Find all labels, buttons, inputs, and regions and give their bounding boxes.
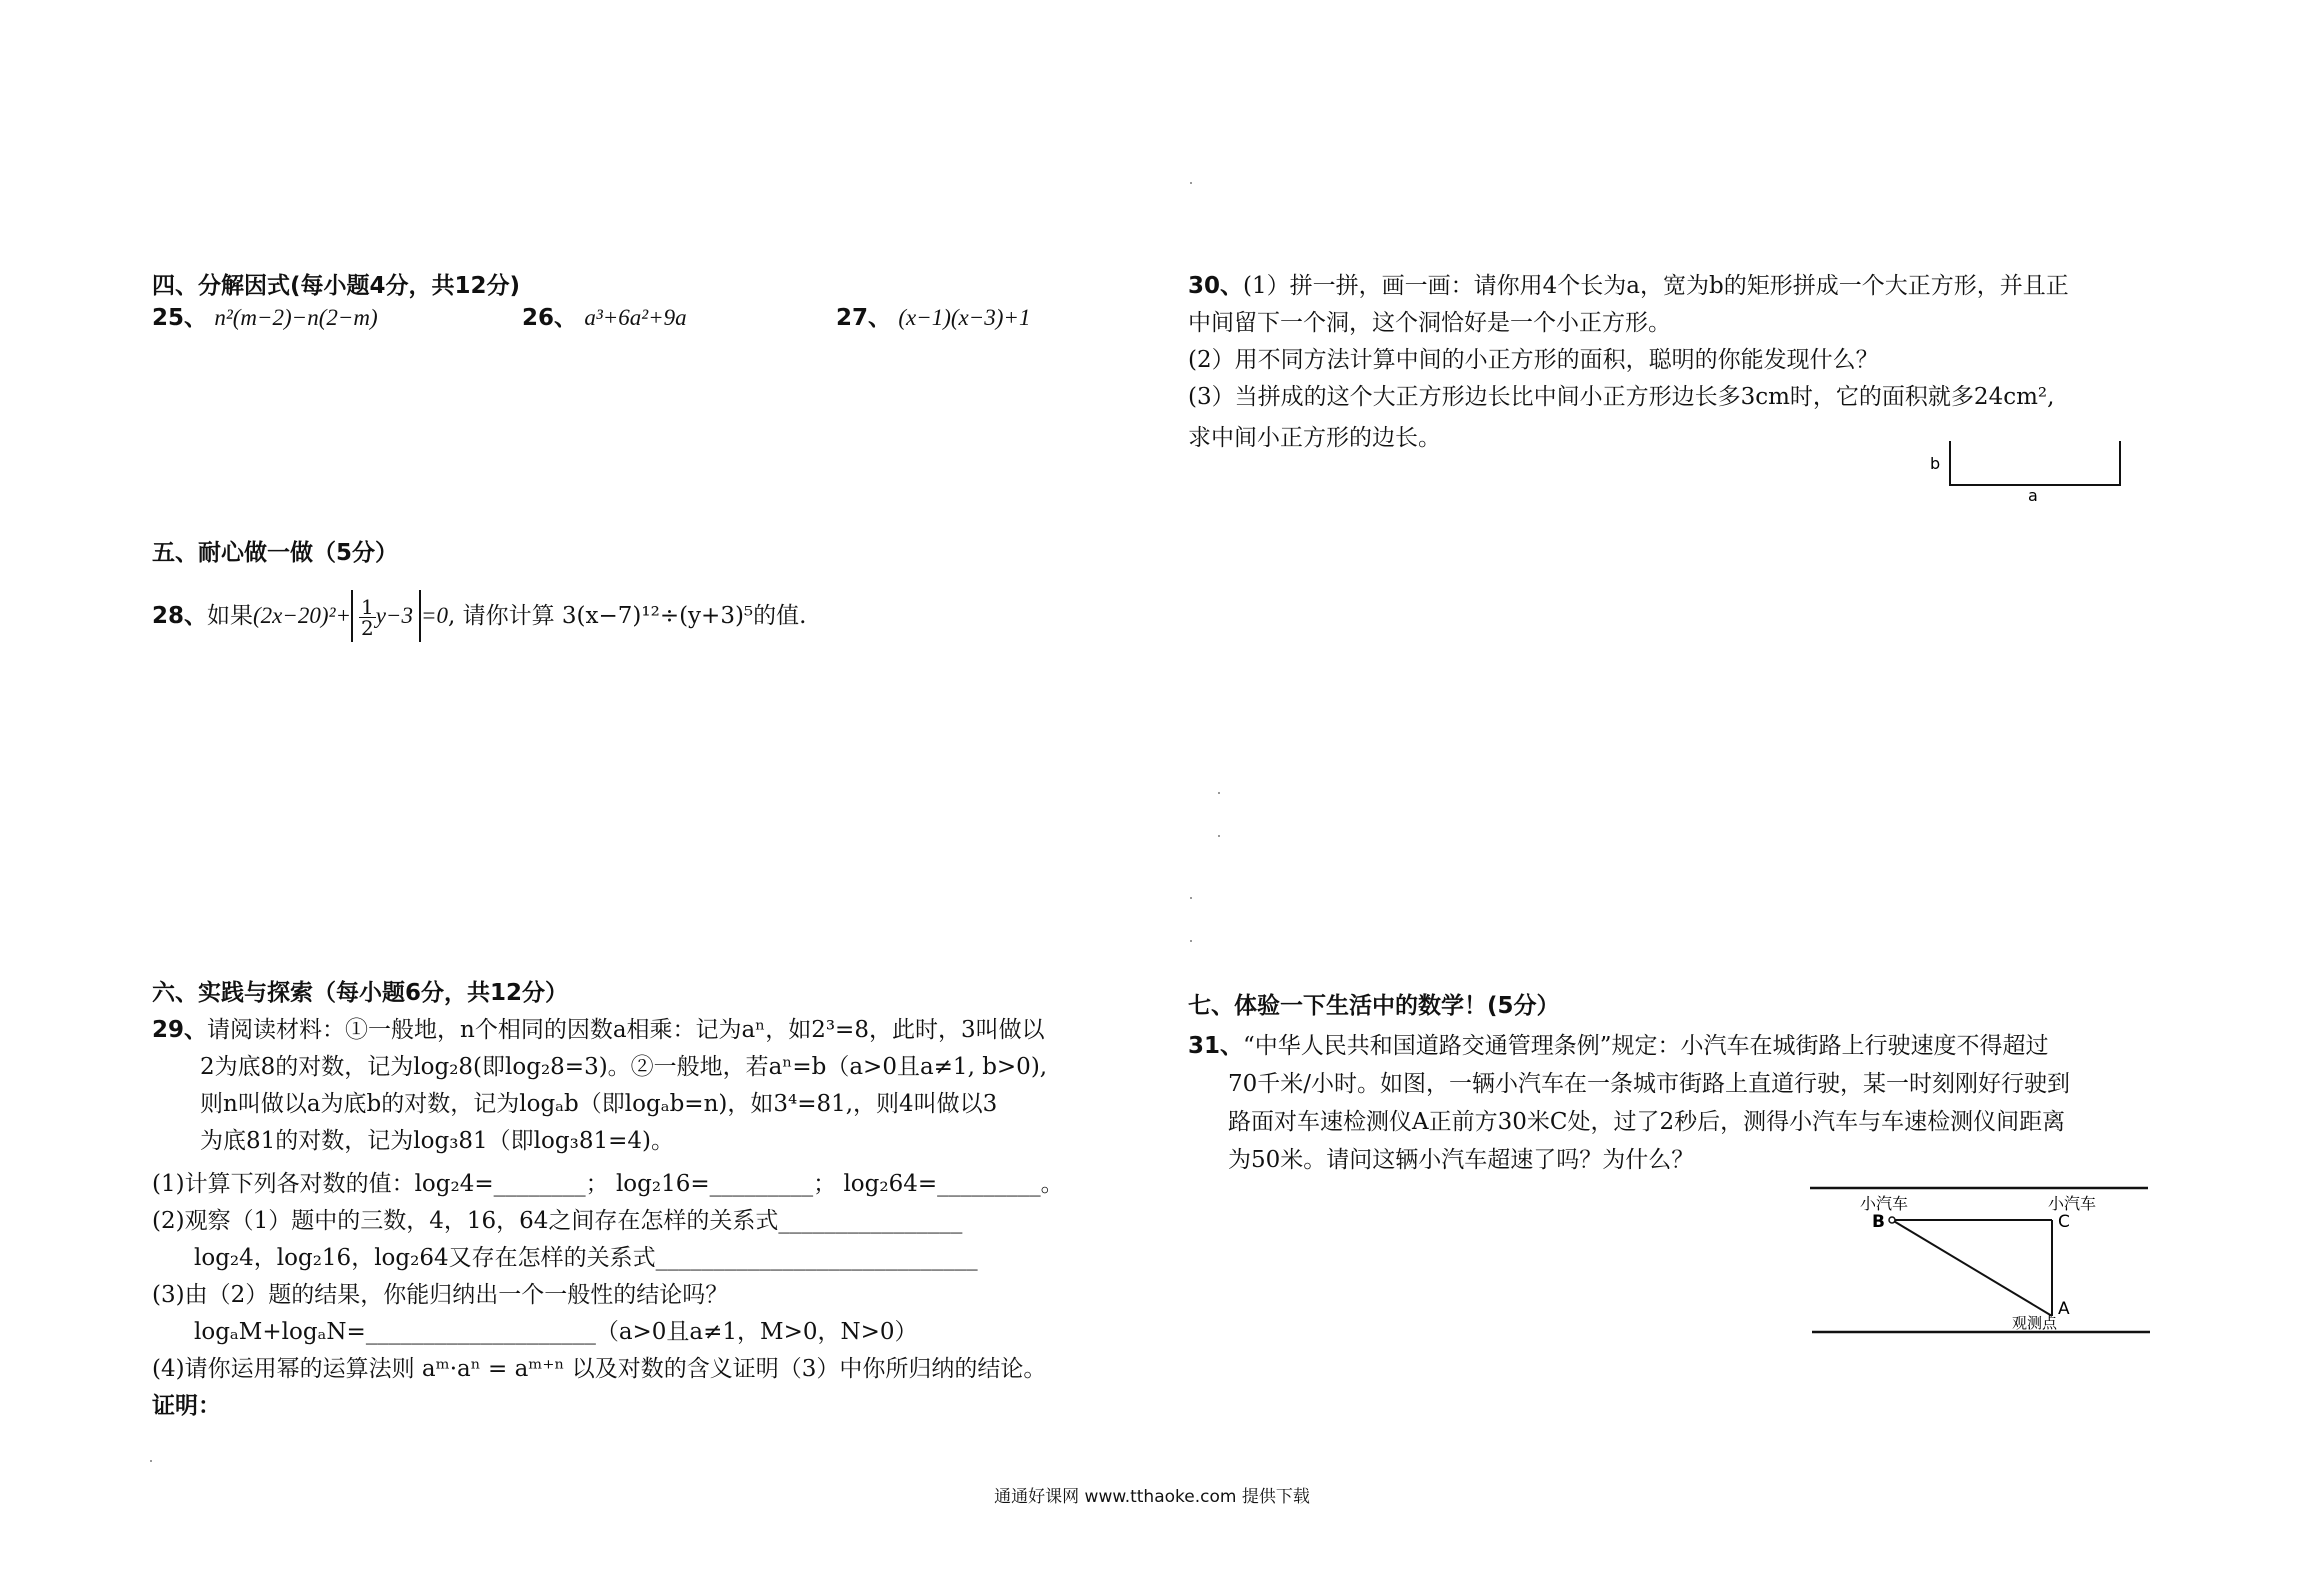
q30-line-2: 中间留下一个洞，这个洞恰好是一个小正方形。 <box>1188 310 1671 336</box>
segment-ab <box>1892 1220 2052 1316</box>
q31-line-1 <box>1188 1028 2049 1064</box>
proof-label: 证明： <box>152 1393 221 1419</box>
q28-number: 28、 <box>152 603 208 629</box>
scan-dot <box>1218 835 1220 837</box>
q31-number: 31、 <box>1188 1033 1244 1059</box>
q29-part-1: (1)计算下列各对数的值：log₂4=________； log₂16=_________； log₂64=_________。 <box>152 1171 1064 1197</box>
question-26 <box>522 300 687 336</box>
q30-line-4: (3）当拼成的这个大正方形边长比中间小正方形边长多3cm时，它的面积就多24cm², <box>1188 384 2055 410</box>
scan-dot <box>1218 792 1220 794</box>
q31-line-2: 70千米/小时。如图，一辆小汽车在一条城市街路上直道行驶，某一时刻刚好行驶到 <box>1228 1071 2071 1097</box>
q29-line-4: 为底81的对数，记为log₃81（即log₃81=4)。 <box>200 1128 674 1154</box>
q27-number: 27、 <box>836 305 892 331</box>
q29-number: 29、 <box>152 1017 208 1043</box>
q28-equals: =0 <box>420 603 448 628</box>
q31-line-3: 路面对车速检测仪A正前方30米C处，过了2秒后，测得小汽车与车速检测仪间距离 <box>1228 1109 2066 1135</box>
point-a-label: A <box>2058 1299 2070 1319</box>
q27-expression: (x−1)(x−3)+1 <box>898 305 1031 330</box>
section-6-heading: 六、实践与探索（每小题6分，共12分） <box>152 980 569 1006</box>
scan-dot <box>150 1460 152 1462</box>
q29-line-1-text: 请阅读材料：①一般地，n个相同的因数a相乘：记为aⁿ，如2³=8，此时，3叫做以 <box>207 1017 1045 1043</box>
section-5-heading: 五、耐心做一做（5分） <box>152 540 399 566</box>
q29-part-3: (3)由（2）题的结果，你能归纳出一个一般性的结论吗？ <box>152 1282 729 1308</box>
q29-part-4: (4)请你运用幂的运算法则 aᵐ·aⁿ = aᵐ⁺ⁿ 以及对数的含义证明（3）中你所归纳的结论。 <box>152 1356 1047 1382</box>
q30-number: 30、 <box>1188 273 1244 299</box>
question-25 <box>152 300 378 336</box>
q28-fraction-numerator: 1 <box>360 594 374 619</box>
q30-line-1-text: (1）拼一拼，画一画：请你用4个长为a，宽为b的矩形拼成一个大正方形，并且正 <box>1243 273 2069 299</box>
q25-expression: n²(m−2)−n(2−m) <box>214 305 378 330</box>
q26-number: 26、 <box>522 305 578 331</box>
q28-prefix: 如果 <box>207 603 254 629</box>
question-28 <box>152 590 806 642</box>
q29-line-1 <box>152 1012 1045 1048</box>
car-label-b: 小汽车 <box>1860 1194 1909 1213</box>
q28-fraction-denominator: 2 <box>360 615 374 640</box>
q29-part-2: (2)观察（1）题中的三数，4，16，64之间存在怎样的关系式________________ <box>152 1208 963 1234</box>
q31-line-4: 为50米。请问这辆小汽车超速了吗？为什么？ <box>1228 1147 1695 1173</box>
scan-dot <box>1190 182 1192 184</box>
car-label-c: 小汽车 <box>2048 1194 2097 1213</box>
scan-dot <box>1190 940 1192 942</box>
q28-absolute-value <box>351 590 421 642</box>
q28-fraction <box>359 594 376 640</box>
q29-part-3b: logₐM+logₐN=____________________（a>0且a≠1，M>0，N>0） <box>194 1319 918 1345</box>
section-7-heading: 七、体验一下生活中的数学！(5分） <box>1188 993 1560 1019</box>
q29-part-2b: log₂4，log₂16，log₂64又存在怎样的关系式____________________________ <box>194 1245 978 1271</box>
point-c-label: C <box>2058 1212 2070 1232</box>
point-b-label: B <box>1872 1212 1885 1232</box>
q29-line-3: 则n叫做以a为底b的对数，记为logₐb（即logₐb=n)，如3⁴=81,，则4叫做以3 <box>200 1091 998 1117</box>
q28-abs-rest: y−3 <box>375 603 413 628</box>
scan-dot <box>1190 897 1192 899</box>
question-27 <box>836 300 1030 336</box>
rectangle-label-b: b <box>1930 454 1941 473</box>
q28-text: , 请你计算 3(x−7)¹²÷(y+3)⁵的值. <box>447 603 807 629</box>
page-footer: 通通好课网 www.tthaoke.com 提供下载 <box>994 1487 1310 1507</box>
road-figure <box>1800 1180 2160 1340</box>
q30-line-3: (2）用不同方法计算中间的小正方形的面积，聪明的你能发现什么？ <box>1188 347 1879 373</box>
rectangle-label-a: a <box>2028 486 2038 503</box>
section-4-heading: 四、分解因式(每小题4分，共12分) <box>152 273 521 299</box>
q28-expression-part1: (2x−20)²+ <box>253 603 351 628</box>
q26-expression: a³+6a²+9a <box>584 305 687 330</box>
q25-number: 25、 <box>152 305 208 331</box>
q29-line-2: 2为底8的对数，记为log₂8(即log₂8=3)。②一般地，若aⁿ=b（a>0且a≠1, b>0), <box>200 1054 1048 1080</box>
point-b-marker <box>1889 1217 1895 1223</box>
rectangle-outline <box>1950 441 2120 485</box>
q31-line-1-text: “中华人民共和国道路交通管理条例”规定：小汽车在城街路上行驶速度不得超过 <box>1243 1033 2049 1059</box>
q30-line-5: 求中间小正方形的边长。 <box>1188 425 1441 451</box>
rectangle-figure <box>1920 435 2130 503</box>
observation-point-label: 观测点 <box>2012 1314 2058 1332</box>
q30-line-1 <box>1188 268 2069 304</box>
